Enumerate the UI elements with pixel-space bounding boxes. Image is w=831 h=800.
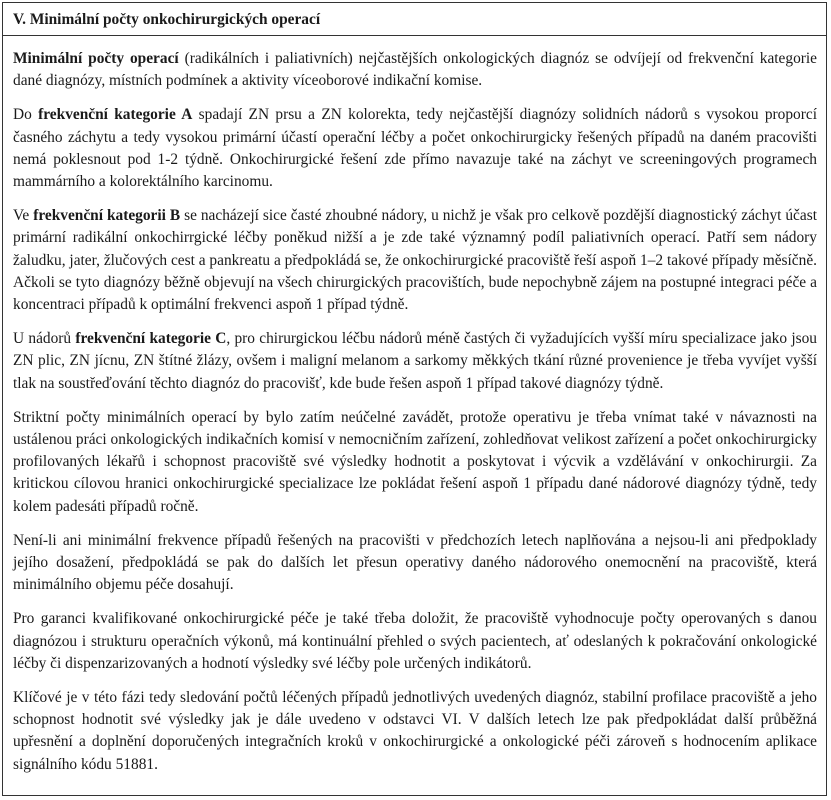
paragraph-pre: Ve (13, 207, 34, 225)
section-title: V. Minimální počty onkochirurgických operací (3, 3, 826, 36)
category-b-label: frekvenční kategorii B (33, 207, 181, 225)
paragraph-quality-guarantee: Pro garanci kvalifikované onkochirurgické péče je také třeba doložit, že pracoviště vyhodnocuje počty operovaných s danou diagnózou i strukturu operačních výkonů, má kontinuální přehled o svých pacientech, ať odeslaných k pokračování onkologické léčby či dispenzarizovaných a hodnotí výsledky své léčby pole určených indikátorů. (13, 610, 817, 672)
paragraph-pre: Do (13, 106, 39, 124)
paragraph-minimum-frequency: Není-li ani minimální frekvence případů řešených na pracovišti v předchozích letech naplňována a nejsou-li ani předpoklady jejího dosažení, předpokládá se pak do dalších let přesun operativy daného nádorového onemocnění na pracoviště, která minimálního objemu péče dosahují. (13, 531, 817, 594)
paragraph-text: spadají ZN prsu a ZN kolorekta, tedy nejčastější diagnózy solidních nádorů s vysokou proporcí časného záchytu a tedy vysokou primární účastí operační léčby a počet onkochirurgicky řešených případů na daném pracovišti nemá poklesnout pod 1-2 týdně. Onkochirurgické řešení zde přímo navazuje také na záchyt ve screeningových programech mammárního a kolorektálního karcinomu. (13, 106, 817, 191)
document-frame (2, 2, 827, 796)
paragraph-strict-counts: Striktní počty minimálních operací by bylo zatím neúčelné zavádět, protože operativu je třeba vnímat také v návaznosti na ustálenou práci onkologických indikačních komisí v nemocničním zařízení, zohledňovat velikost zařízení a počet onkochirurgicky profilovaných lékařů i schopnost pracoviště své výsledky hodnotit a poskytovat i výcvik a vzdělávání v onkochirurgii. Za kritickou cílovou hranici onkochirurgické specializace lze pokládat řešení aspoň 1 případu dané nádorové diagnózy týdně, tedy kolem padesáti případů ročně. (13, 408, 817, 515)
paragraph-intro (13, 48, 817, 92)
document-body (3, 36, 826, 776)
bold-lead: Minimální počty operací (13, 50, 179, 67)
paragraph-category-c (13, 328, 817, 395)
paragraph-text: , pro chirurgickou léčbu nádorů méně častých či vyžadujících vyšší míru specializace jako jsou ZN plic, ZN jícnu, ZN štítné žlázy, ovšem i maligní melanom a sarkomy měkkých tkání různé provenience je třeba vyvíjet vyšší tlak na soustřeďování těchto diagnóz do pracovišť, kde bude řešen aspoň 1 případ takové diagnózy týdně. (13, 330, 817, 392)
paragraph-category-a (13, 104, 817, 193)
category-c-label: frekvenční kategorie C (75, 330, 227, 348)
paragraph-category-b (13, 205, 817, 316)
paragraph-pre: U nádorů (13, 330, 76, 348)
paragraph-text: se nacházejí sice časté zhoubné nádory, u nichž je však pro celkově pozdější diagnostický záchyt účast primární radikální onkochirrgické léčby poněkud nižší a je zde také významný podíl paliativních operací. Patří sem nádory žaludku, jater, žlučových cest a pankreatu a předpokládá se, že onkochirurgické pracoviště řeší aspoň 1–2 takové případy měsíčně. Ačkoli se tyto diagnózy běžně objevují na všech chirurgických pracovištích, bude nepochybně zájem na postupné integraci péče a koncentraci případů k optimální frekvenci aspoň 1 případ týdně. (13, 207, 817, 314)
category-a-label: frekvenční kategorie A (38, 106, 193, 124)
paragraph-text: (radikálních i paliativních) nejčastějších onkologických diagnóz se odvíjejí od frekvenční kategorie dané diagnózy, místních podmínek a aktivity víceoborové indikační komise. (13, 50, 818, 90)
paragraph-key-monitoring: Klíčové je v této fázi tedy sledování počtů léčených případů jednotlivých uvedených diagnóz, stabilní profilace pracoviště a jeho schopnost hodnotit své výsledky jak je dále uvedeno v odstavci VI. V dalších letech lze pak předpokládat další průběžná upřesnění a doplnění doporučených integračních kroků v onkochirurgické a onkologické péči zároveň s hodnocením aplikace signálního kódu 51881. (13, 689, 817, 773)
